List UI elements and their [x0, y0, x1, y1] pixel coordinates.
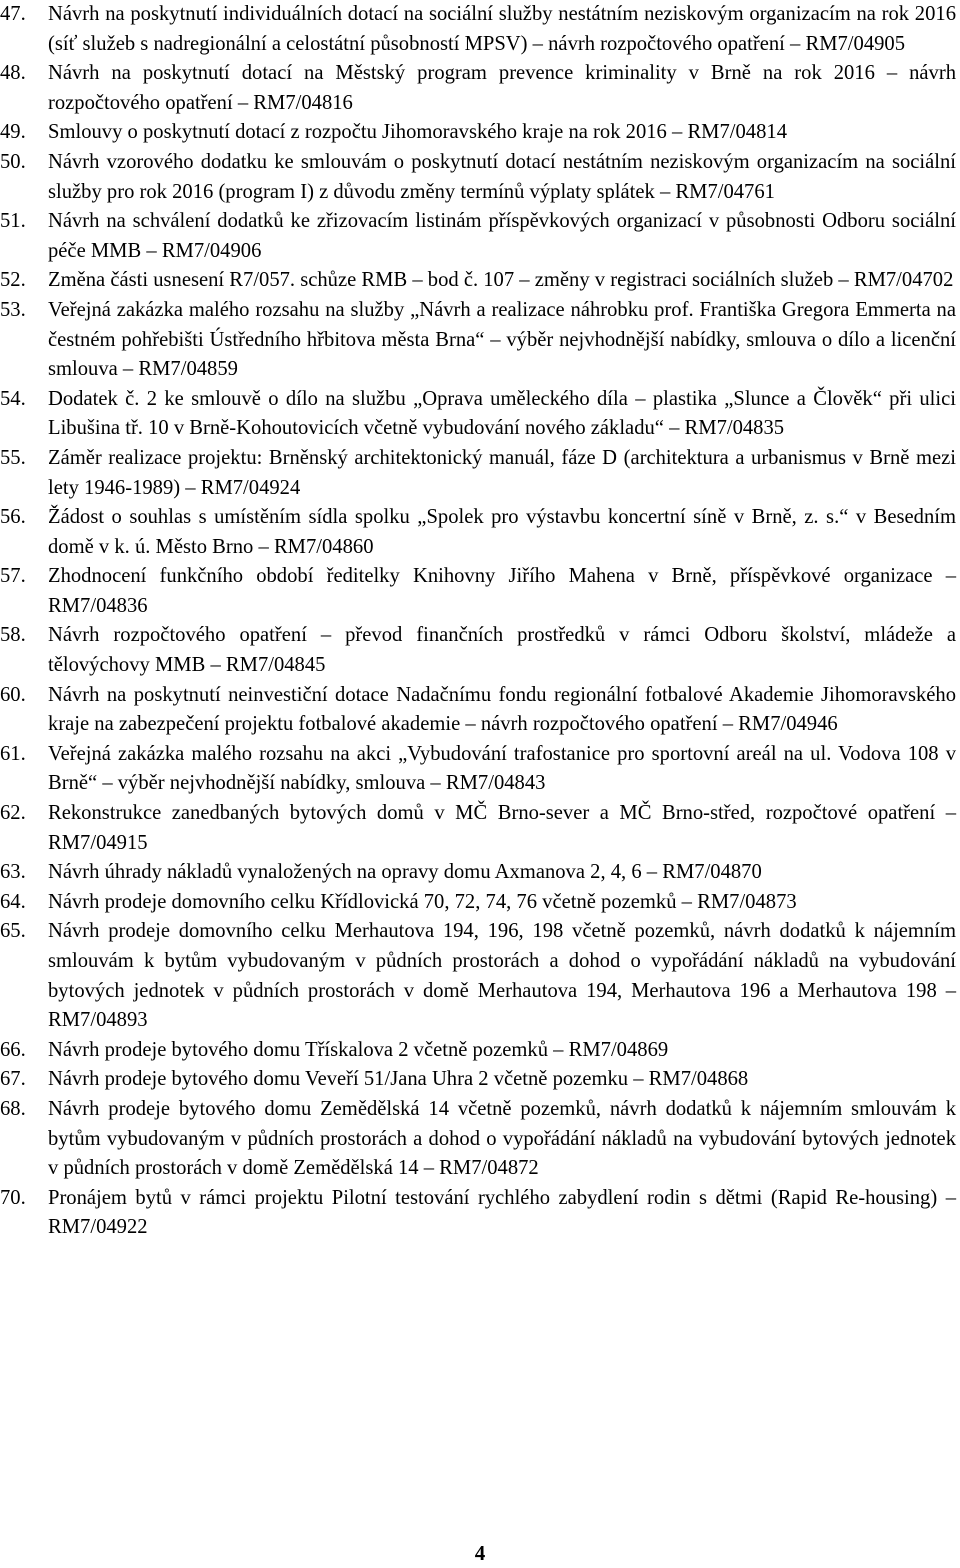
- item-number: 56.: [0, 506, 26, 529]
- item-text: Návrh na schválení dodatků ke zřizovacím listinám příspěvkových organizací v působnosti Odboru sociální péče MMB – RM7/04906: [48, 210, 956, 262]
- item-number: 61.: [0, 742, 26, 765]
- item-number: 65.: [0, 920, 26, 943]
- item-number: 57.: [0, 565, 26, 588]
- agenda-item-51: [0, 207, 956, 266]
- item-text: Návrh vzorového dodatku ke smlouvám o poskytnutí dotací nestátním neziskovým organizacím na sociální služby pro rok 2016 (program I) z důvodu změny termínů výplaty splátek – RM7/04761: [48, 150, 956, 203]
- item-number: 64.: [0, 890, 26, 913]
- item-text: Žádost o souhlas s umístěním sídla spolku „Spolek pro výstavbu koncertní síně v Brně, z. s.“ v Besedním domě v k. ú. Město Brno – RM7/04860: [48, 506, 956, 558]
- agenda-item-60: [0, 681, 956, 740]
- agenda-item-58: [0, 621, 956, 680]
- item-number: 47.: [0, 3, 26, 25]
- item-number: 68.: [0, 1097, 26, 1120]
- item-number: 58.: [0, 624, 26, 647]
- item-number: 48.: [0, 62, 26, 85]
- agenda-item-62: [0, 799, 956, 858]
- item-number: 52.: [0, 269, 26, 292]
- item-text: Návrh prodeje bytového domu Zemědělská 14 včetně pozemků, návrh dodatků k nájemním smlouvám k bytům vybudovaným v půdních prostorách a dohod o vypořádání nákladů na vybudování bytových jednotek v půdních prostorách v domě Zemědělská 14 – RM7/04872: [48, 1097, 956, 1180]
- agenda-item-49: [0, 118, 956, 148]
- agenda-item-66: [0, 1036, 956, 1066]
- agenda-item-47: [0, 0, 956, 59]
- item-number: 51.: [0, 210, 26, 233]
- agenda-item-67: [0, 1065, 956, 1095]
- agenda-item-68: [0, 1095, 956, 1184]
- item-text: Veřejná zakázka malého rozsahu na akci „Vybudování trafostanice pro sportovní areál na ul. Vodova 108 v Brně“ – výběr nejvhodnější nabídky, smlouva – RM7/04843: [48, 742, 956, 795]
- agenda-item-53: [0, 296, 956, 385]
- agenda-item-61: [0, 740, 956, 799]
- agenda-item-56: [0, 503, 956, 562]
- item-text: Návrh prodeje domovního celku Křídlovická 70, 72, 74, 76 včetně pozemků – RM7/04873: [48, 890, 797, 913]
- item-number: 60.: [0, 683, 26, 706]
- item-number: 66.: [0, 1038, 26, 1061]
- item-text: Pronájem bytů v rámci projektu Pilotní testování rychlého zabydlení rodin s dětmi (Rapid Re-housing) – RM7/04922: [48, 1186, 956, 1239]
- agenda-item-54: [0, 385, 956, 444]
- item-text: Návrh rozpočtového opatření – převod finančních prostředků v rámci Odboru školství, mládeže a tělovýchovy MMB – RM7/04845: [48, 624, 956, 677]
- item-number: 50.: [0, 150, 26, 173]
- agenda-item-55: [0, 444, 956, 503]
- agenda-item-65: [0, 917, 956, 1035]
- item-text: Návrh na poskytnutí dotací na Městský program prevence kriminality v Brně na rok 2016 – návrh rozpočtového opatření – RM7/04816: [48, 62, 956, 114]
- page-number: 4: [474, 1541, 486, 1565]
- agenda-item-48: [0, 59, 956, 118]
- item-text: Návrh na poskytnutí neinvestiční dotace Nadačnímu fondu regionální fotbalové Akademie Jihomoravského kraje na zabezpečení projektu fotbalové akademie – návrh rozpočtového opatření – RM7/04946: [48, 683, 956, 736]
- item-number: 55.: [0, 446, 26, 469]
- item-text: Návrh prodeje domovního celku Merhautova 194, 196, 198 včetně pozemků, návrh dodatků k nájemním smlouvám k bytům vybudovaným v půdních prostorách a dohod o vypořádání nákladů na vybudování bytových jednotek v půdních prostorách v domě Merhautova 194, Merhautova 196 a Merhautova 198 – RM7/04893: [48, 920, 956, 1032]
- item-number: 63.: [0, 861, 26, 884]
- item-text: Návrh prodeje bytového domu Veveří 51/Jana Uhra 2 včetně pozemku – RM7/04868: [48, 1068, 749, 1091]
- item-text: Návrh na poskytnutí individuálních dotací na sociální služby nestátním neziskovým organizacím na rok 2016 (síť služeb s nadregionální a celostátní působností MPSV) – návrh rozpočtového opatření – RM7/04905: [48, 3, 956, 55]
- item-text: Veřejná zakázka malého rozsahu na služby „Návrh a realizace náhrobku prof. Františka Gregora Emmerta na čestném pohřebišti Ústředního hřbitova města Brna“ – výběr nejvhodnější nabídky, smlouva o dílo a licenční smlouva – RM7/04859: [48, 298, 956, 381]
- agenda-item-64: [0, 888, 956, 918]
- item-text: Změna části usnesení R7/057. schůze RMB – bod č. 107 – změny v registraci sociálních služeb – RM7/04702: [48, 269, 954, 292]
- agenda-item-70: [0, 1184, 956, 1243]
- item-number: 70.: [0, 1186, 26, 1209]
- item-text: Záměr realizace projektu: Brněnský architektonický manuál, fáze D (architektura a urbanismus v Brně mezi lety 1946-1989) – RM7/04924: [48, 446, 956, 499]
- item-text: Rekonstrukce zanedbaných bytových domů v MČ Brno-sever a MČ Brno-střed, rozpočtové opatření – RM7/04915: [48, 802, 956, 854]
- item-text: Smlouvy o poskytnutí dotací z rozpočtu Jihomoravského kraje na rok 2016 – RM7/04814: [48, 121, 787, 144]
- item-number: 49.: [0, 121, 26, 144]
- agenda-item-50: [0, 148, 956, 207]
- agenda-item-63: [0, 858, 956, 888]
- item-text: Návrh prodeje bytového domu Třískalova 2 včetně pozemků – RM7/04869: [48, 1038, 669, 1061]
- agenda-item-52: [0, 266, 956, 296]
- item-text: Návrh úhrady nákladů vynaložených na opravy domu Axmanova 2, 4, 6 – RM7/04870: [48, 861, 762, 884]
- item-number: 67.: [0, 1068, 26, 1091]
- item-number: 62.: [0, 802, 26, 825]
- item-number: 54.: [0, 387, 26, 410]
- agenda-item-57: [0, 562, 956, 621]
- item-text: Zhodnocení funkčního období ředitelky Knihovny Jiřího Mahena v Brně, příspěvkové organizace – RM7/04836: [48, 565, 956, 617]
- item-text: Dodatek č. 2 ke smlouvě o dílo na službu „Oprava uměleckého díla – plastika „Slunce a Člověk“ při ulici Libušina tř. 10 v Brně-Kohoutovicích včetně vybudování nového základu“ – RM7/04835: [48, 387, 956, 440]
- item-number: 53.: [0, 298, 26, 321]
